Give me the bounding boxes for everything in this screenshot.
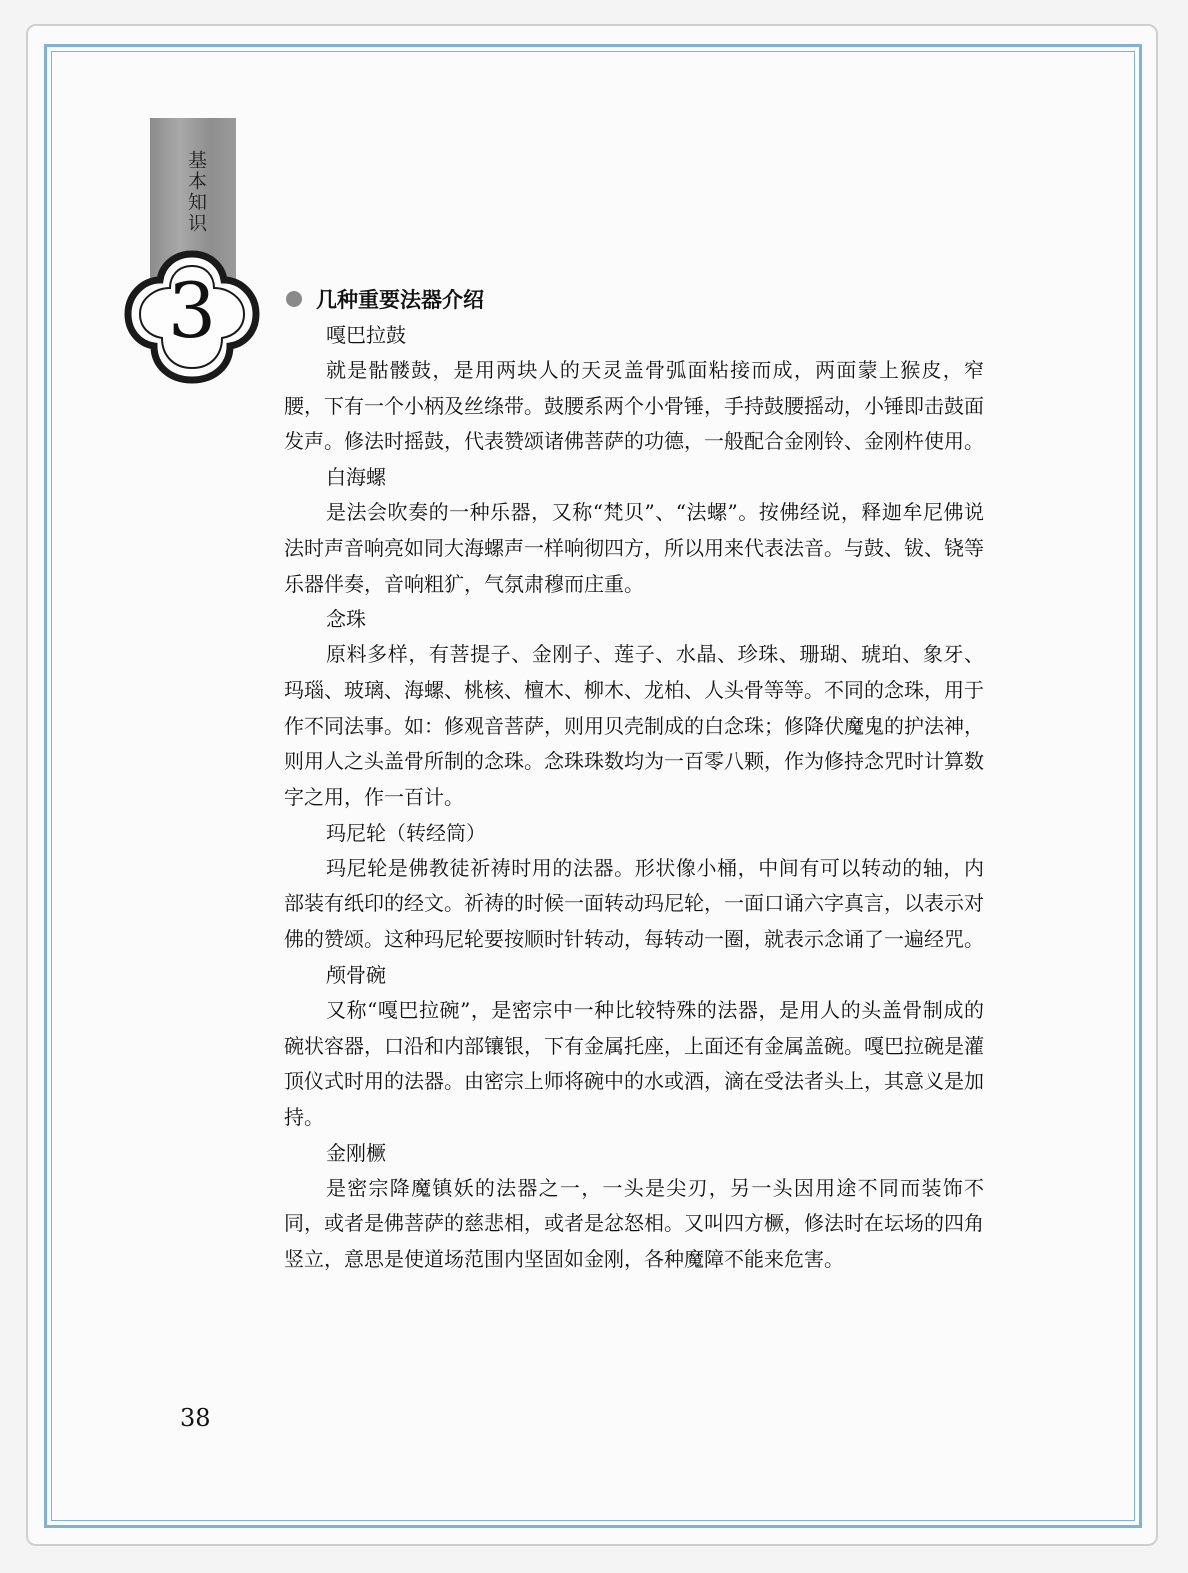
item-title: 金刚橛 xyxy=(326,1140,386,1165)
item-paragraph: 是密宗降魔镇妖的法器之一，一头是尖刃，另一头因用途不同而装饰不同，或者是佛菩萨的慈悲相，或者是忿怒相。又叫四方橛，修法时在坛场的四角竖立，意思是使道场范围内坚固如金刚，各种魔障不能来危害。 xyxy=(284,1175,984,1272)
item-title: 嘎巴拉鼓 xyxy=(326,323,406,347)
item-paragraph: 又称“嘎巴拉碗”，是密宗中一种比较特殊的法器，是用人的头盖骨制成的碗状容器，口沿和内部镶银，下有金属托座，上面还有金属盖碗。嘎巴拉碗是灌顶仪式时用的法器。由密宗上师将碗中的水或酒，滴在受法者头上，其意义是加持。 xyxy=(284,997,984,1129)
section-heading xyxy=(286,284,484,314)
item-paragraph: 是法会吹奏的一种乐器，又称“梵贝”、“法螺”。按佛经说，释迦牟尼佛说法时声音响亮如同大海螺声一样响彻四方，所以用来代表法音。与鼓、钹、铙等乐器伴奏，音响粗犷，气氛肃穆而庄重。 xyxy=(284,500,984,596)
item-paragraph: 原料多样，有菩提子、金刚子、莲子、水晶、珍珠、珊瑚、琥珀、象牙、玛瑙、玻璃、海螺、桃核、檀木、柳木、龙柏、人头骨等等。不同的念珠，用于作不同法事。如：修观音菩萨，则用贝壳制成的白念珠；修降伏魔鬼的护法神，则用人之头盖骨所制的念珠。念珠珠数均为一百零八颗，作为修持念咒时计算数字之用，作一百计。 xyxy=(284,642,984,810)
item-paragraph: 玛尼轮是佛教徒祈祷时用的法器。形状像小桶，中间有可以转动的轴，内部装有纸印的经文。祈祷的时候一面转动玛尼轮，一面口诵六字真言，以表示对佛的赞颂。这种玛尼轮要按顺时针转动，每转动一圈，就表示念诵了一遍经咒。 xyxy=(284,855,984,952)
item-paragraph: 就是骷髅鼓，是用两块人的天灵盖骨弧面粘接而成，两面蒙上猴皮，窄腰，下有一个小柄及丝绦带。鼓腰系两个小骨锤，手持鼓腰摇动，小锤即击鼓面发声。修法时摇鼓，代表赞颂诸佛菩萨的功德，一般配合金刚铃、金刚杵使用。 xyxy=(284,358,984,454)
chapter-number: 3 xyxy=(167,266,217,355)
section-title: 几种重要法器介绍 xyxy=(316,288,484,312)
item-title: 玛尼轮（转经筒） xyxy=(326,820,486,845)
item-title: 念珠 xyxy=(326,607,366,632)
item-title: 白海螺 xyxy=(326,465,386,490)
page-number: 38 xyxy=(180,1404,211,1432)
article-body xyxy=(284,318,984,1278)
item-title: 颅骨碗 xyxy=(326,962,386,987)
bullet-dot-icon xyxy=(286,291,302,307)
side-tab-label: 基本知识 xyxy=(185,150,207,234)
